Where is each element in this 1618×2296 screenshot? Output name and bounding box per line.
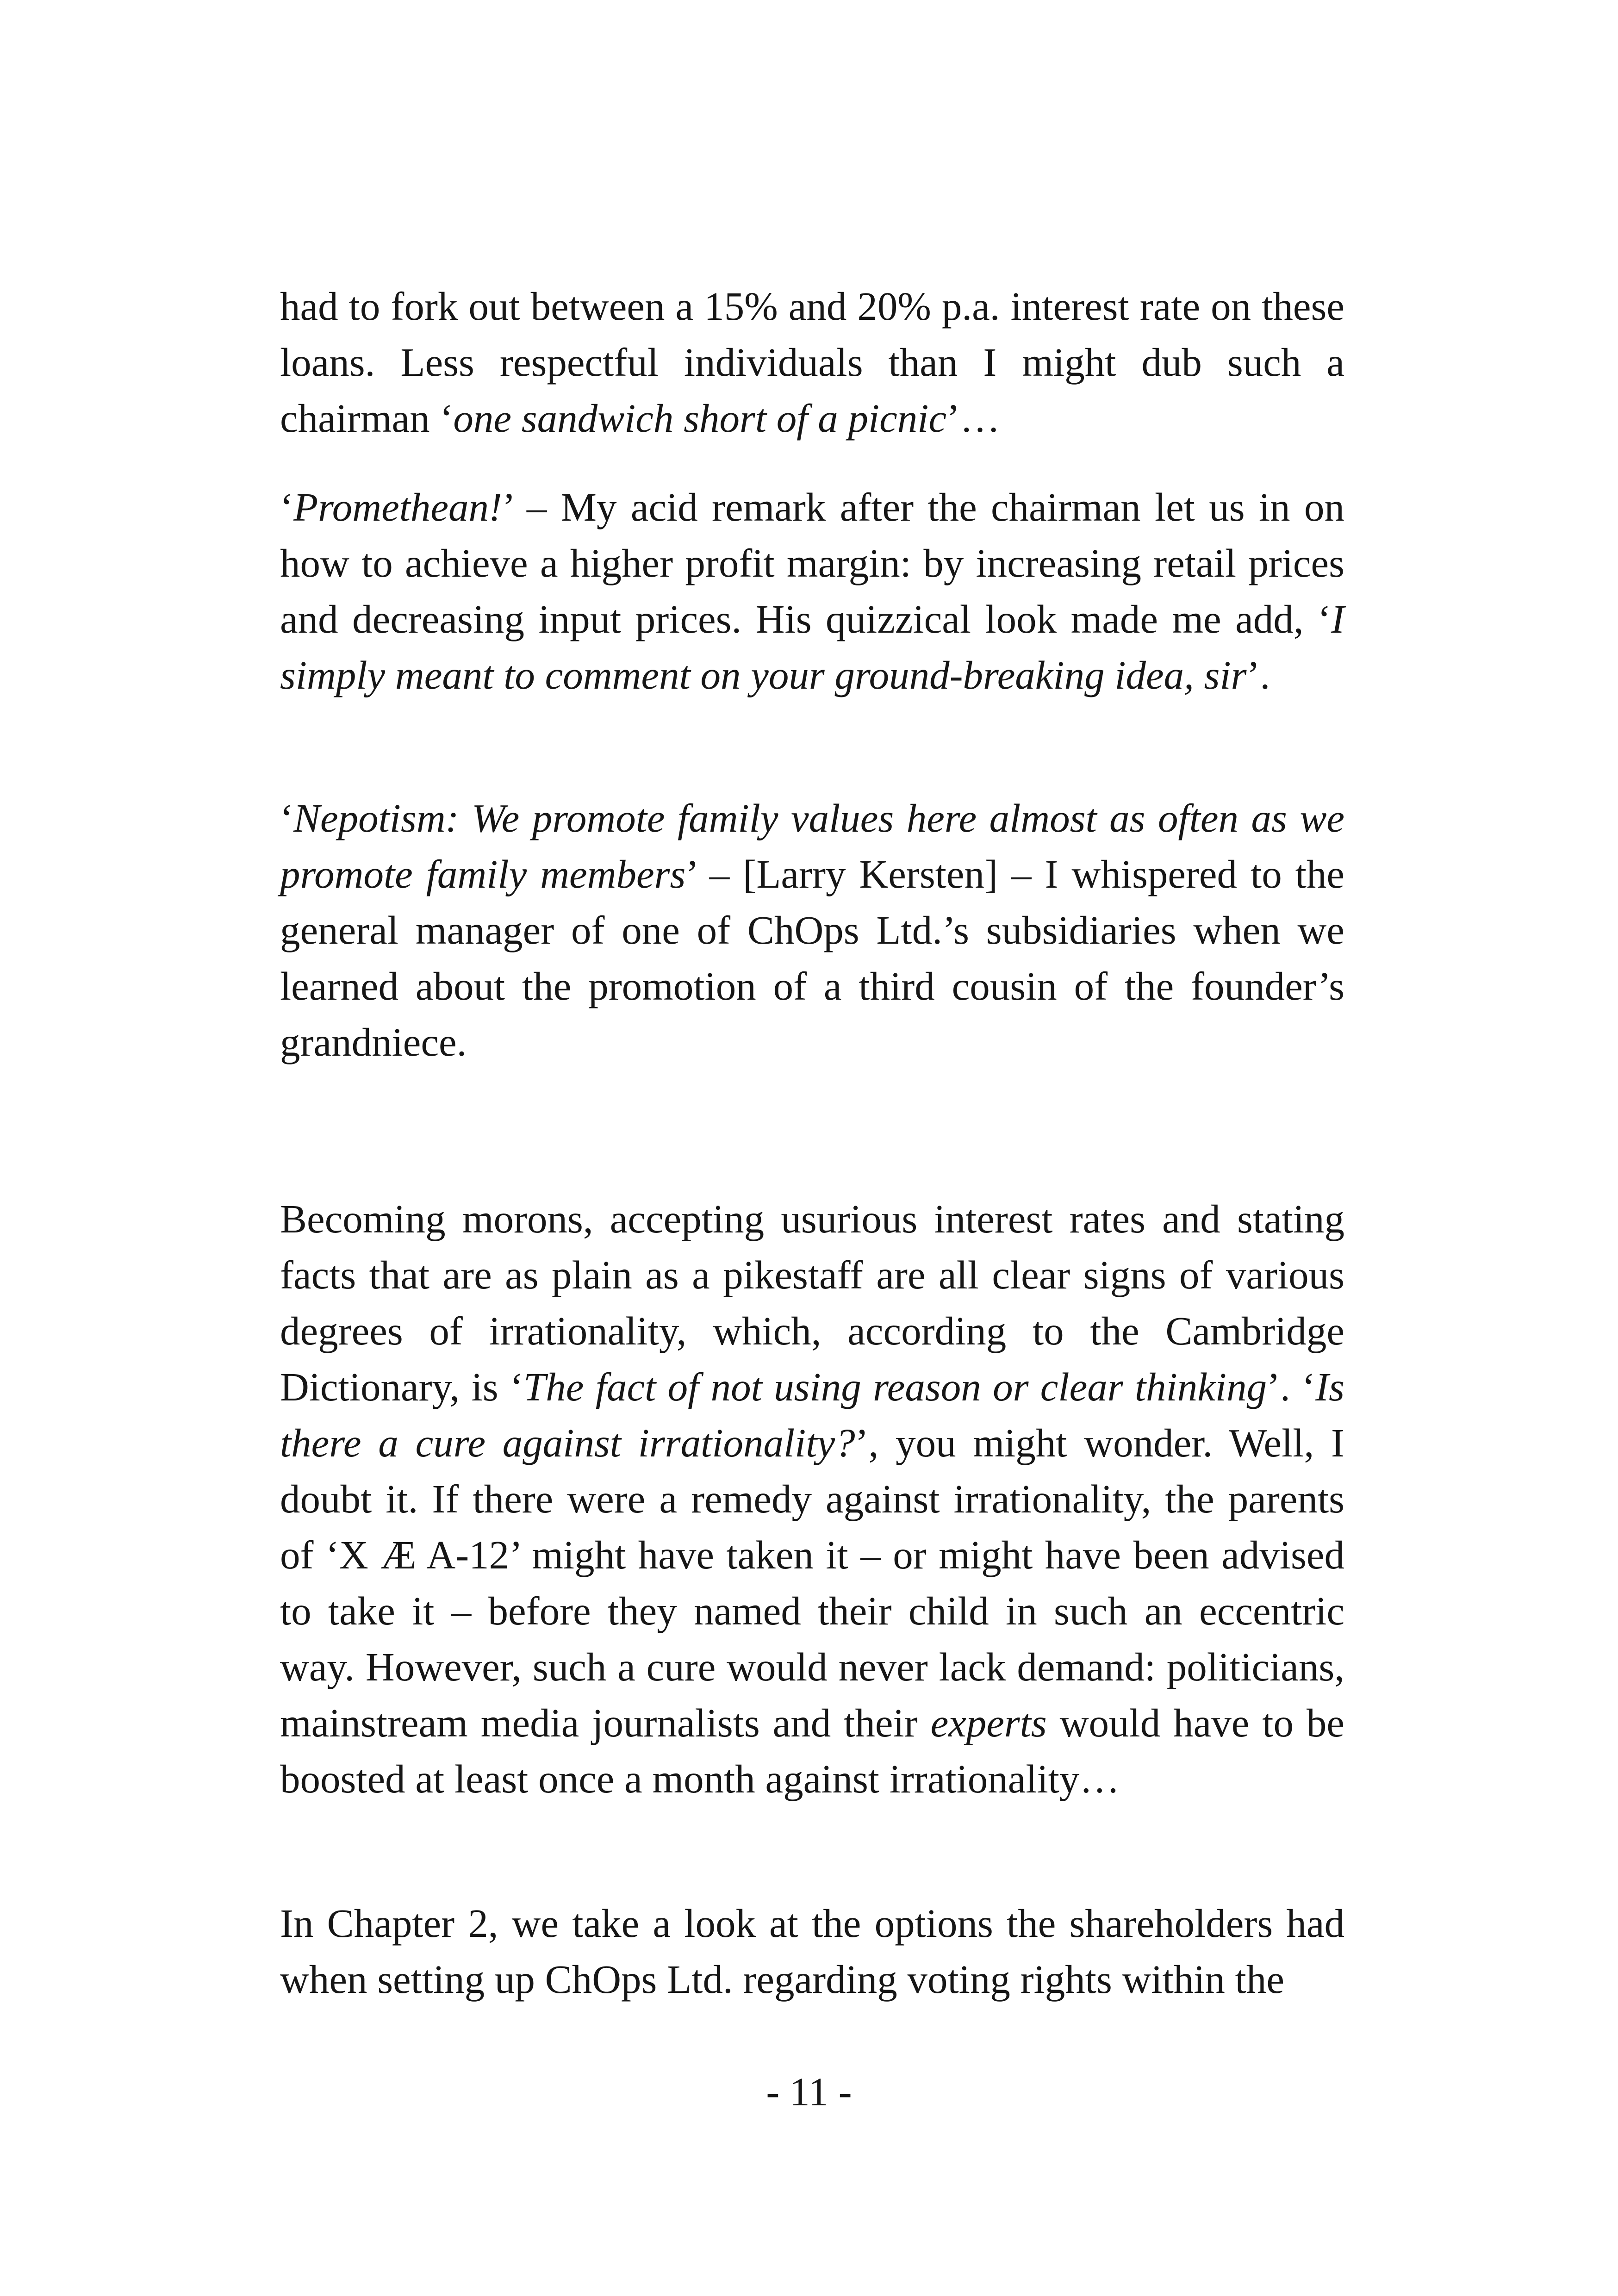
- paragraph-4: [280, 1191, 1344, 1807]
- paragraph-3-italic-1: Nepotism: We promote family values here almost as often as we promote family members: [280, 796, 1344, 896]
- paragraph-3: [280, 790, 1344, 1070]
- paragraph-1-text-1: had to fork out between a 15% and 20% p.a. interest rate on these loans. Less respectful individuals than I might dub such a chairman ‘: [280, 284, 1344, 441]
- paragraph-2-text-3: ’.: [1246, 653, 1270, 697]
- paragraph-4-italic-1: The fact of not using reason or clear thinking: [523, 1364, 1267, 1409]
- paragraph-4-text-2: ’. ‘: [1267, 1364, 1316, 1409]
- paragraph-1-italic-1: one sandwich short of a picnic: [453, 396, 947, 441]
- paragraph-4-italic-3: experts: [930, 1700, 1047, 1745]
- paragraph-5-text-1: In Chapter 2, we take a look at the options the shareholders had when setting up ChOps Ltd. regarding voting rights within the: [280, 1901, 1344, 2002]
- paragraph-2-italic-2: I simply meant to comment on your ground-breaking idea, sir: [280, 597, 1344, 697]
- paragraph-4-text-1: Becoming morons, accepting usurious interest rates and stating facts that are as plain as a pikestaff are all clear signs of various degrees of irrationality, which, according to the Cambridge Dictionary, is ‘: [280, 1196, 1344, 1409]
- page-number: - 11 -: [766, 2069, 852, 2114]
- paragraph-1: [280, 278, 1344, 446]
- paragraph-2-text-2: ’ – My acid remark after the chairman let us in on how to achieve a higher profit margin: by increasing retail prices and decreasing input prices. His quizzical look made me add, ‘: [280, 485, 1344, 641]
- paragraph-2-text-1: ‘: [280, 485, 293, 529]
- paragraph-2-italic-1: Promethean!: [293, 485, 502, 529]
- paragraph-4-text-3: ’, you might wonder. Well, I doubt it. If there were a remedy against irrationality, the parents of ‘X Æ A-12’ might have taken it – or might have been advised to take it – before they named their child in such an eccentric way. However, such a cure would never lack demand: politicians, mainstream media journalists and their: [280, 1420, 1344, 1745]
- paragraph-4-italic-2: Is there a cure against irrationality?: [280, 1364, 1344, 1465]
- paragraph-2: [280, 479, 1344, 703]
- paragraph-3-text-1: ‘: [280, 796, 293, 840]
- paragraph-3-text-2: ’ – [Larry Kersten] – I whispered to the general manager of one of ChOps Ltd.’s subsidiaries when we learned about the promotion of a third cousin of the founder’s grandniece.: [280, 852, 1344, 1064]
- paragraph-5: [280, 1895, 1344, 2007]
- paragraph-1-text-2: ’…: [946, 396, 1001, 441]
- paragraph-4-text-4: would have to be boosted at least once a month against irrationality…: [280, 1700, 1344, 1801]
